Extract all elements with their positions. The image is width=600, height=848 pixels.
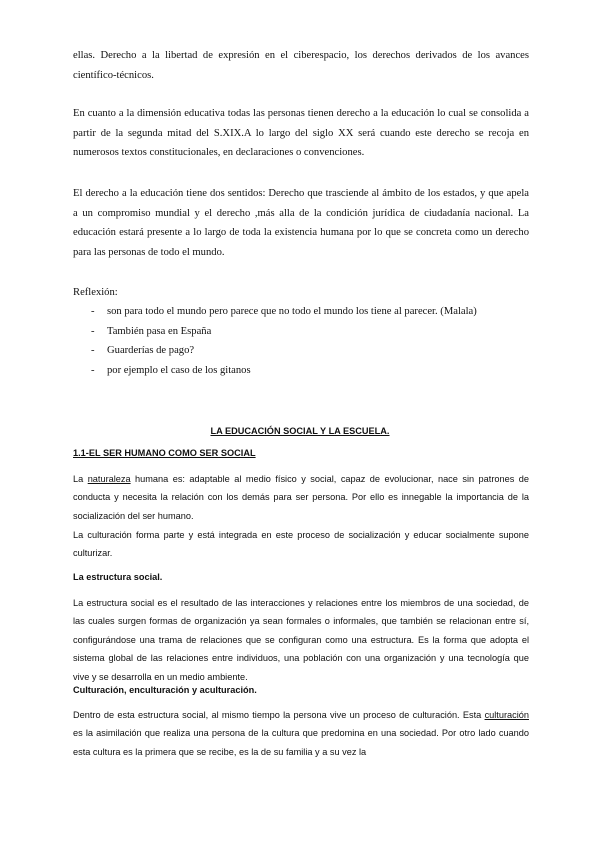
bullet-dash: - [91, 364, 95, 376]
dentro-rest: es la asimilación que realiza una persona de la cultura que predomina en una sociedad. Por otro lado cuando esta cultura es la primera que se recibe, es la de su familia y a su vez la [73, 728, 529, 757]
naturaleza-term: naturaleza [87, 474, 131, 484]
naturaleza-rest: humana es: adaptable al medio físico y social, capaz de evolucionar, nace sin patrones de conducta y necesita la relación con los demás para ser persona. Por ello es innegable la importancia de la socialización del ser humano. [73, 474, 529, 521]
bullet-dash: - [91, 325, 95, 337]
list-item-text: son para todo el mundo pero parece que no todo el mundo los tiene al parecer. (Malala) [107, 306, 477, 317]
list-item [73, 361, 529, 381]
list-item-text: por ejemplo el caso de los gitanos [107, 364, 251, 376]
paragraph-naturaleza [73, 470, 529, 525]
reflexion-label: Reflexión: [73, 287, 118, 298]
dentro-term: culturación [484, 710, 529, 720]
paragraph-dentro [73, 706, 529, 761]
bullet-dash: - [91, 306, 95, 317]
bullet-dash: - [91, 345, 95, 357]
heading-estructura-social: La estructura social. [73, 572, 163, 582]
list-item [73, 341, 529, 361]
heading-culturacion: Culturación, enculturación y aculturación. [73, 685, 257, 695]
naturaleza-lead: La [73, 474, 88, 484]
dentro-lead: Dentro de esta estructura social, al mismo tiempo la persona vive un proceso de culturación. Esta [73, 710, 485, 720]
list-item [73, 322, 529, 342]
section-title: LA EDUCACIÓN SOCIAL Y LA ESCUELA. [210, 426, 390, 436]
paragraph-intro: ellas. Derecho a la libertad de expresión en el ciberespacio, los derechos derivados de los avances científico-técnicos. [73, 50, 529, 81]
paragraph-estructura-social: La estructura social es el resultado de las interacciones y relaciones entre los miembros de una sociedad, de las cuales surgen formas de organización ya sean formales o informales, que también se relacionan entre sí, configurándose una trama de relaciones que se configuran como una estructura. Es la forma que adopta el sistema global de las relaciones entre individuos, una población con una organización y una tecnología que vive y se desarrolla en un medio ambiente. [73, 598, 529, 682]
list-item-text: También pasa en España [107, 325, 212, 337]
list-item [73, 302, 529, 322]
subsection-title: 1.1-EL SER HUMANO COMO SER SOCIAL [73, 448, 256, 458]
list-item-text: Guarderías de pago? [107, 345, 195, 357]
reflexion-list [73, 302, 529, 380]
paragraph-dimension-educativa: En cuanto a la dimensión educativa todas las personas tienen derecho a la educación lo cual se consolida a partir de la segunda mitad del S.XIX.A lo largo del siglo XX será cuando este derecho se recoja en numerosos textos constitucionales, en declaraciones o convenciones. [73, 108, 529, 158]
paragraph-culturacion: La culturación forma parte y está integrada en este proceso de socialización y educar socialmente supone culturizar. [73, 530, 529, 559]
paragraph-dos-sentidos: El derecho a la educación tiene dos sentidos: Derecho que trasciende al ámbito de los estados, y que apela a un compromiso mundial y el derecho ,más alla de la condición jurídica de ciudadanía nacional. La educación estará presente a lo largo de toda la existencia humana por lo que se concreta como un derecho para las personas de todo el mundo. [73, 188, 529, 258]
